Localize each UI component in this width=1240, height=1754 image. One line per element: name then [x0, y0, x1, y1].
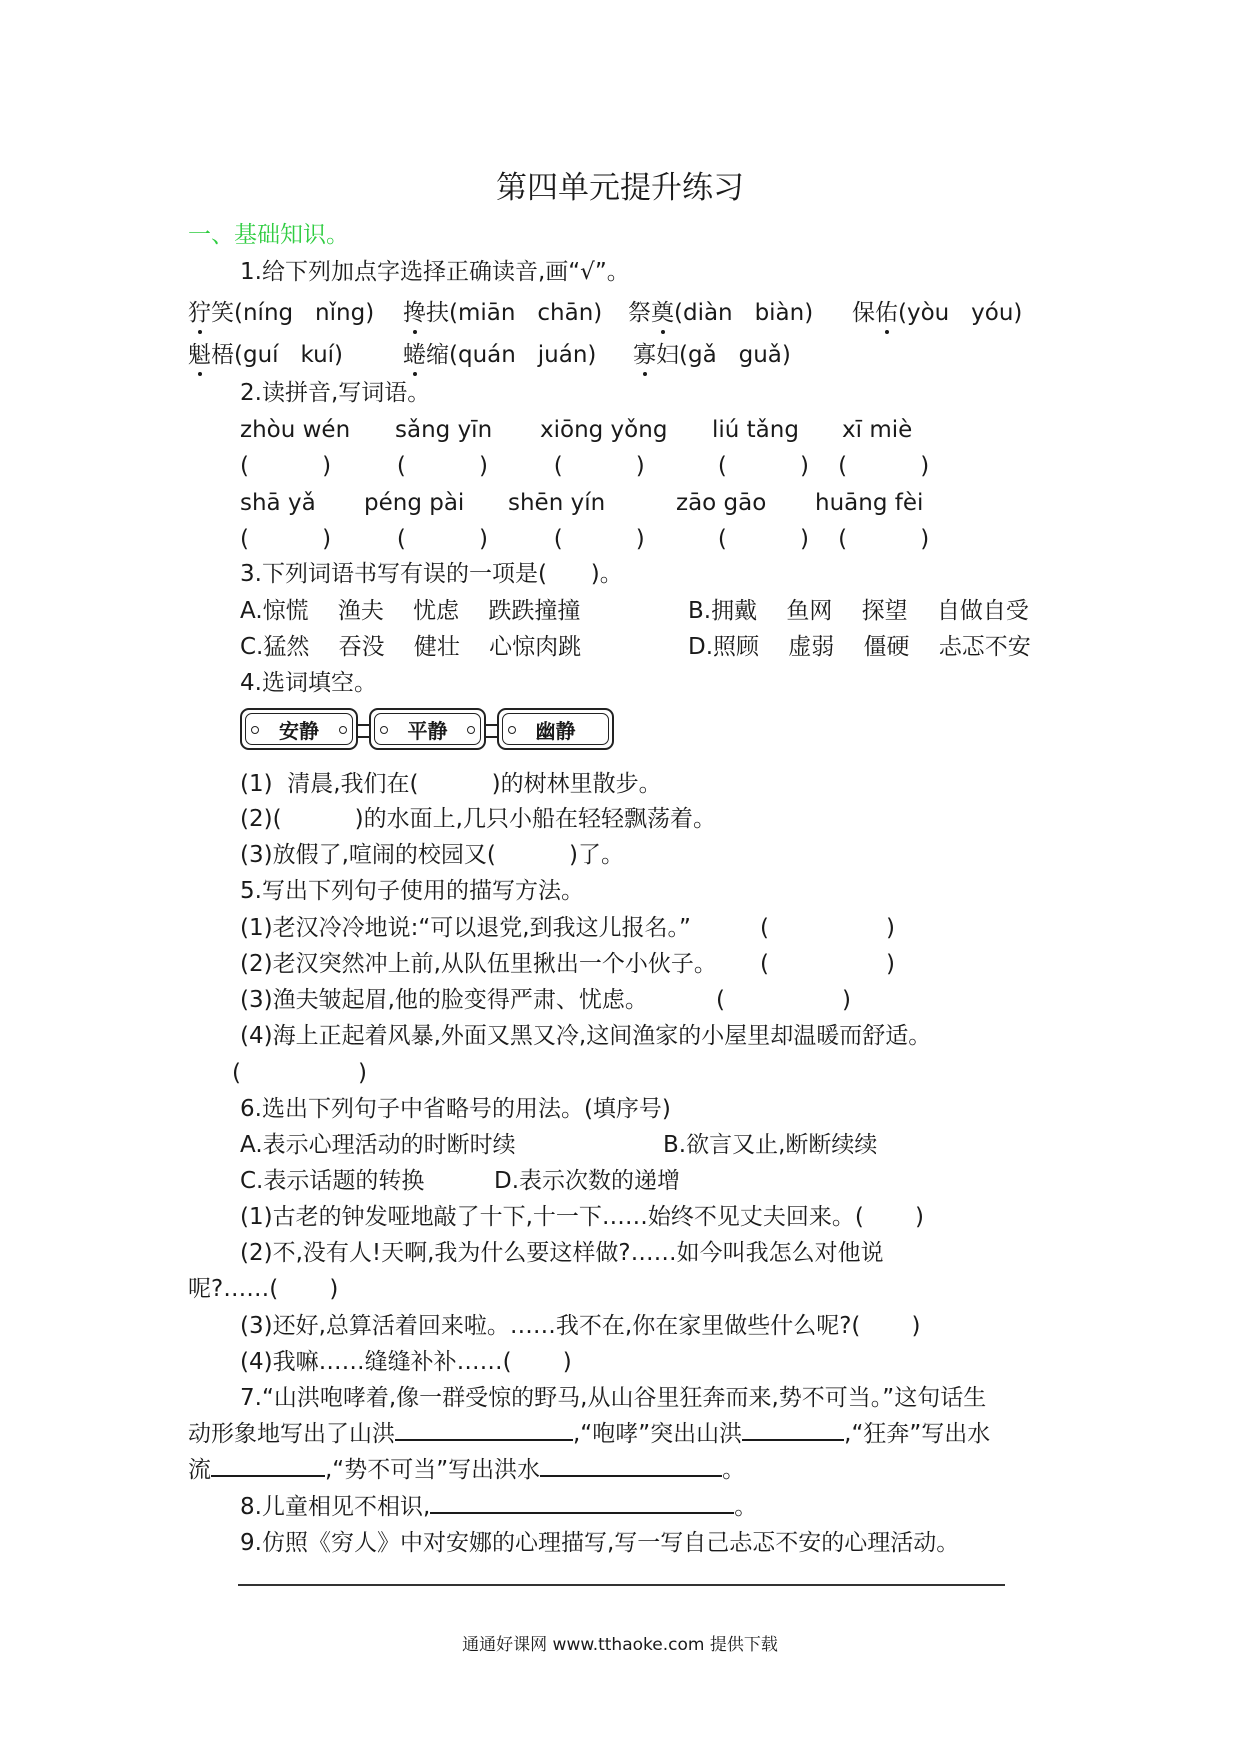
word-chip-pingjing: 平静	[369, 708, 486, 750]
q3-option-a: A.惊慌 渔夫 忧虑 跌跌撞撞	[240, 598, 581, 624]
pinyin: shā yǎ	[240, 490, 316, 516]
q1-item: 祭奠(diàn biàn)	[628, 296, 813, 330]
q1-item: 搀扶(miān chān)	[403, 296, 602, 330]
q4-prompt: 4.选词填空。	[240, 670, 377, 696]
q5-sentence-3: (3)渔夫皱起眉,他的脸变得严肃、忧虑。	[240, 987, 648, 1013]
q6-sentence-1: (1)古老的钟发哑地敲了十下,十一下……始终不见丈夫回来。( )	[240, 1204, 925, 1230]
q3-option-b: B.拥戴 鱼网 探望 自做自受	[688, 598, 1029, 624]
q6-prompt: 6.选出下列句子中省略号的用法。(填序号)	[240, 1096, 671, 1122]
q6-sentence-2-cont: 呢?……( )	[188, 1276, 339, 1302]
pinyin: xī miè	[842, 417, 913, 443]
answer-parens[interactable]: ( )	[232, 1060, 367, 1086]
q1-item: 寡妇(gǎ guǎ)	[633, 338, 791, 372]
pinyin: péng pài	[364, 490, 465, 516]
answer-parens[interactable]: ( ) ( ) ( ) ( ) ( )	[240, 526, 930, 552]
q5-prompt: 5.写出下列句子使用的描写方法。	[240, 878, 584, 904]
q1-item: 魁梧(guí kuí)	[188, 338, 343, 372]
q7-line-1: 7.“山洪咆哮着,像一群受惊的野马,从山谷里狂奔而来,势不可当。”这句话生	[240, 1385, 987, 1411]
emphasis-dot-char: 魁	[188, 338, 211, 372]
pinyin: xiōng yǒng	[540, 417, 668, 443]
answer-blank[interactable]	[430, 1490, 734, 1514]
emphasis-dot-char: 寡	[633, 338, 656, 372]
pinyin: zāo gāo	[676, 490, 767, 516]
page-title: 第四单元提升练习	[496, 170, 744, 206]
answer-blank[interactable]	[211, 1453, 325, 1477]
q6-option-b: B.欲言又止,断断续续	[663, 1132, 878, 1158]
answer-parens[interactable]: ( ) ( ) ( ) ( ) ( )	[240, 453, 930, 479]
pinyin: zhòu wén	[240, 417, 351, 443]
q1-item: 保佑(yòu yóu)	[852, 296, 1022, 330]
q6-option-d: D.表示次数的递增	[494, 1168, 681, 1194]
q6-option-c: C.表示话题的转换	[240, 1168, 425, 1194]
emphasis-dot-char: 佑	[875, 296, 898, 330]
q4-sentence-2: (2)( )的水面上,几只小船在轻轻飘荡着。	[240, 806, 716, 832]
q8-line: 8.儿童相见不相识, 。	[240, 1490, 757, 1524]
q2-prompt: 2.读拼音,写词语。	[240, 380, 431, 406]
footer-text: 通通好课网 www.tthaoke.com 提供下载	[462, 1635, 778, 1655]
word-chip-youjing: 幽静	[497, 708, 614, 750]
q7-line-2: 动形象地写出了山洪 ,“咆哮”突出山洪 ,“狂奔”写出水	[188, 1417, 990, 1451]
q1-prompt: 1.给下列加点字选择正确读音,画“√”。	[240, 259, 630, 285]
q6-sentence-2: (2)不,没有人!天啊,我为什么要这样做?……如今叫我怎么对他说	[240, 1240, 884, 1266]
emphasis-dot-char: 蜷	[403, 338, 426, 372]
q4-sentence-1: (1) 清晨,我们在( )的树林里散步。	[240, 771, 662, 797]
answer-blank[interactable]	[395, 1417, 573, 1441]
answer-parens[interactable]: ( )	[760, 915, 895, 941]
answer-parens[interactable]: ( )	[760, 951, 895, 977]
pinyin: sǎng yīn	[395, 417, 493, 443]
q5-sentence-4: (4)海上正起着风暴,外面又黑又冷,这间渔家的小屋里却温暖而舒适。	[240, 1023, 932, 1049]
section-heading: 一、基础知识。	[188, 222, 349, 248]
word-chip-anjing: 安静	[240, 708, 358, 750]
answer-parens[interactable]: ( )	[716, 987, 851, 1013]
q4-sentence-3: (3)放假了,喧闹的校园又( )了。	[240, 842, 624, 868]
answer-line[interactable]	[238, 1584, 1005, 1586]
emphasis-dot-char: 奠	[651, 296, 674, 330]
q6-sentence-3: (3)还好,总算活着回来啦。……我不在,你在家里做些什么呢?( )	[240, 1313, 921, 1339]
pinyin: liú tǎng	[712, 417, 799, 443]
answer-blank[interactable]	[742, 1417, 844, 1441]
q5-sentence-2: (2)老汉突然冲上前,从队伍里揪出一个小伙子。	[240, 951, 717, 977]
answer-blank[interactable]	[540, 1453, 722, 1477]
q9-prompt: 9.仿照《穷人》中对安娜的心理描写,写一写自己忐忑不安的心理活动。	[240, 1530, 960, 1556]
pinyin: shēn yín	[508, 490, 606, 516]
emphasis-dot-char: 搀	[403, 296, 426, 330]
pinyin: huāng fèi	[815, 490, 924, 516]
q7-line-3: 流 ,“势不可当”写出洪水 。	[188, 1453, 745, 1487]
q6-option-a: A.表示心理活动的时断时续	[240, 1132, 516, 1158]
q1-item: 蜷缩(quán juán)	[403, 338, 596, 372]
q5-sentence-1: (1)老汉冷冷地说:“可以退党,到我这儿报名。”	[240, 915, 691, 941]
q3-prompt: 3.下列词语书写有误的一项是( )。	[240, 561, 623, 587]
q3-option-c: C.猛然 吞没 健壮 心惊肉跳	[240, 634, 582, 660]
q3-option-d: D.照顾 虚弱 僵硬 忐忑不安	[688, 634, 1031, 660]
q1-item: 狞笑(níng nǐng)	[188, 296, 374, 330]
emphasis-dot-char: 狞	[188, 296, 211, 330]
q6-sentence-4: (4)我嘛……缝缝补补……( )	[240, 1349, 572, 1375]
